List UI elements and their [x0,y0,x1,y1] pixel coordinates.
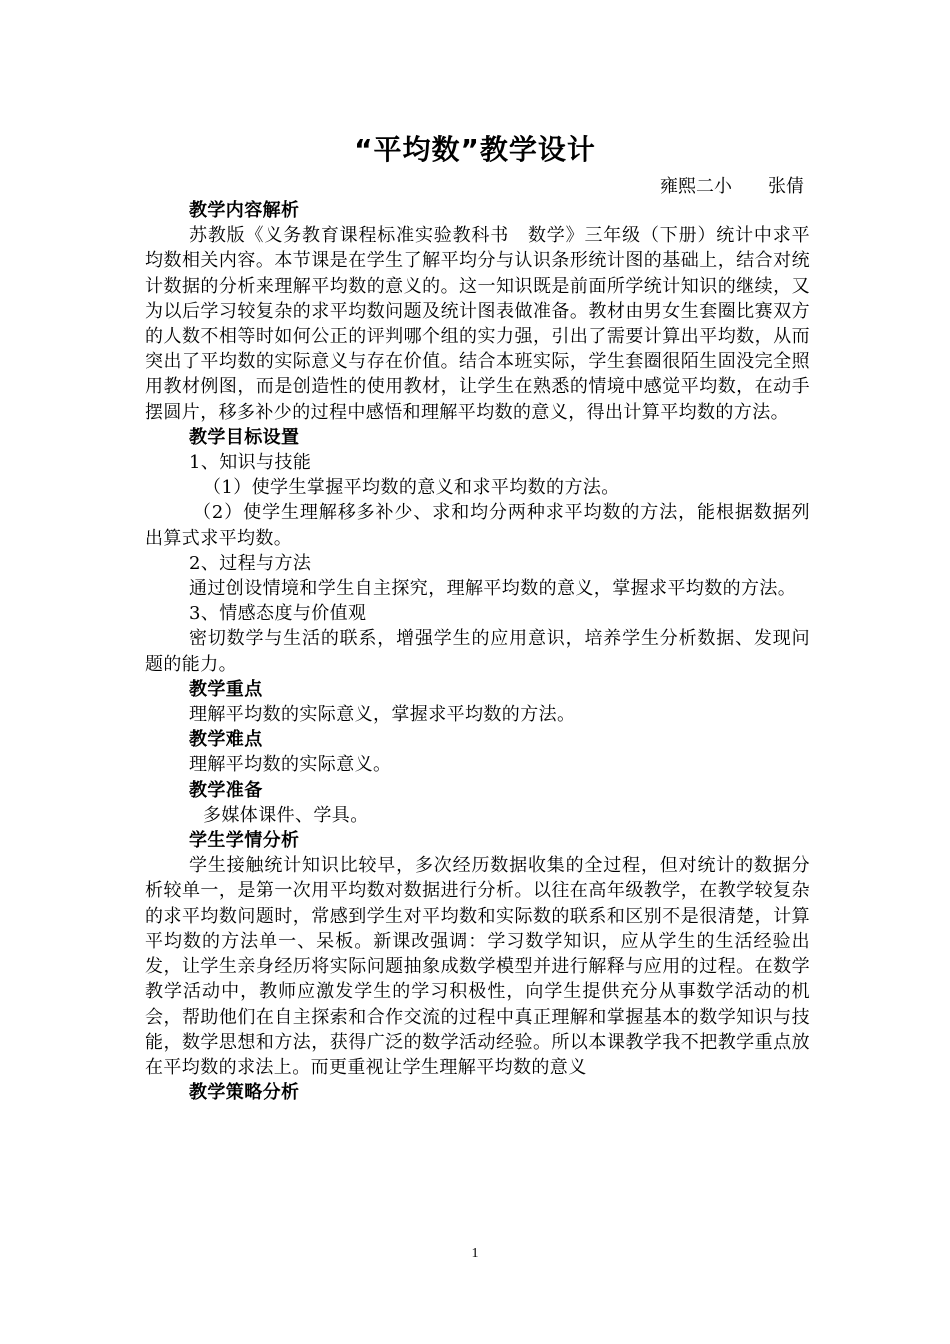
heading-content-analysis: 教学内容解析 [189,200,300,221]
heading-difficulty: 教学难点 [189,729,263,751]
heading-student-analysis: 学生学情分析 [189,830,300,852]
objective-process-method: 2、过程与方法 [189,552,312,574]
objective-2-text: 通过创设情境和学生自主探究，理解平均数的意义，掌握求平均数的方法。 [189,578,797,600]
document-body [145,198,810,1105]
key-point-text: 理解平均数的实际意义，掌握求平均数的方法。 [189,704,576,726]
author-line: 雍熙二小 张倩 [660,176,804,197]
page-number: 1 [471,1246,479,1261]
document-title: “平均数”教学设计 [354,133,596,166]
objective-3-text: 密切数学与生活的联系，增强学生的应用意识，培养学生分析数据、发现问题的能力。 [145,628,810,675]
heading-objectives: 教学目标设置 [189,426,300,448]
objective-attitude-values: 3、情感态度与价值观 [189,603,367,625]
paragraph-student-analysis: 学生接触统计知识比较早，多次经历数据收集的全过程，但对统计的数据分析较单一，是第一次用平均数对数据进行分析。以往在高年级教学，在教学较复杂的求平均数问题时，常感到学生对平均数和实际数的联系和区别不是很清楚，计算平均数的方法单一、呆板。新课改强调：学习数学知识，应从学生的生活经验出发，让学生亲身经历将实际问题抽象成数学模型并进行解释与应用的过程。在数学教学活动中，教师应激发学生的学习积极性，向学生提供充分从事数学活动的机会，帮助他们在自主探索和合作交流的过程中真正理解和掌握基本的数学知识与技能，数学思想和方法，获得广泛的数学活动经验。所以本课教学我不把教学重点放在平均数的求法上。而更重视让学生理解平均数的意义 [145,855,810,1078]
heading-preparation: 教学准备 [189,779,263,801]
objective-1-1: （1）使学生掌握平均数的意义和求平均数的方法。 [203,477,620,499]
difficulty-text: 理解平均数的实际意义。 [189,754,392,776]
heading-key-point: 教学重点 [189,678,263,700]
preparation-text: 多媒体课件、学具。 [203,804,369,826]
heading-strategy: 教学策略分析 [189,1082,300,1104]
objective-1-2: （2）使学生理解移多补少、求和均分两种求平均数的方法，能根据数据列出算式求平均数。 [145,502,810,549]
paragraph-content-analysis: 苏教版《义务教育课程标准实验教科书 数学》三年级（下册）统计中求平均数相关内容。本节课是在学生了解平均分与认识条形统计图的基础上，结合对统计数据的分析来理解平均数的意义的。这一知识既是前面所学统计知识的继续，又为以后学习较复杂的求平均数问题及统计图表做准备。教材由男女生套圈比赛双方的人数不相等时如何公正的评判哪个组的实力强，引出了需要计算出平均数，从而突出了平均数的实际意义与存在价值。结合本班实际，学生套圈很陌生固没完全照用教材例图，而是创造性的使用教材，让学生在熟悉的情境中感觉平均数，在动手摆圆片，移多补少的过程中感悟和理解平均数的意义，得出计算平均数的方法。 [145,225,810,423]
objective-knowledge-skills: 1、知识与技能 [189,452,312,474]
